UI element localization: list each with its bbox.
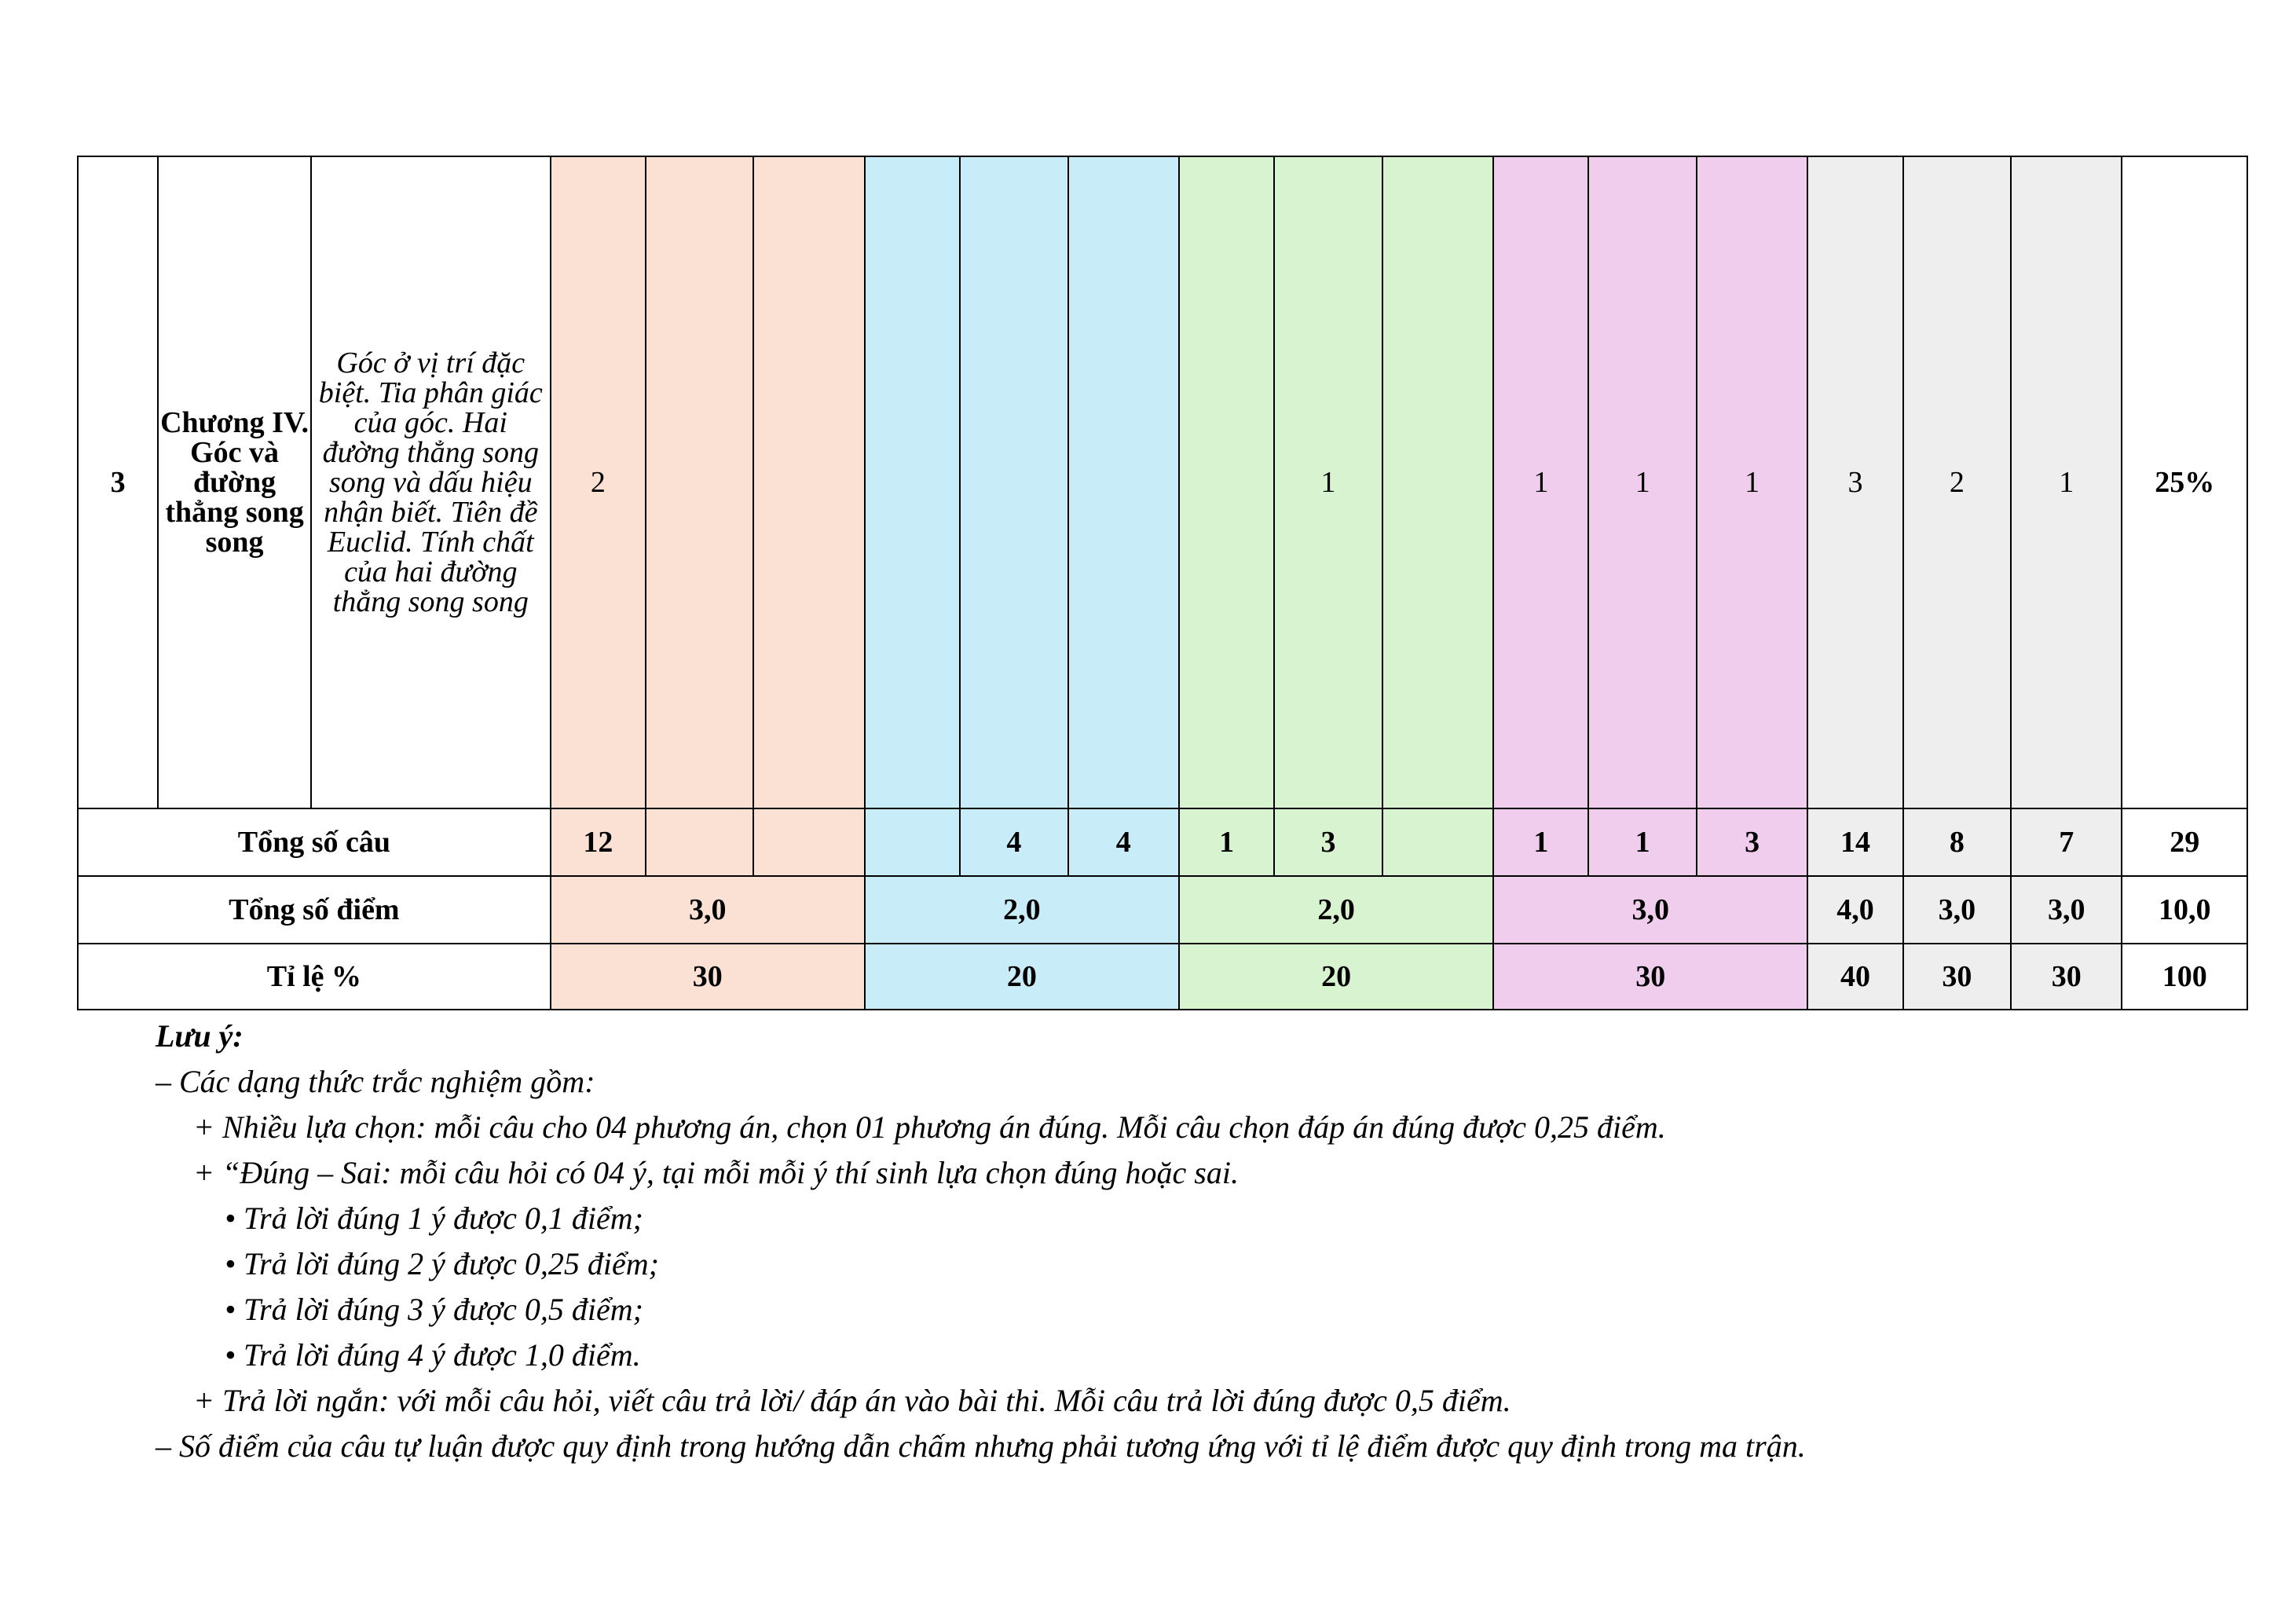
cell-value: 2 [551,156,646,808]
note-line: • Trả lời đúng 4 ý được 1,0 điểm. [225,1337,641,1373]
cell-value: 1 [1588,808,1696,876]
cell-value: 1 [1274,156,1382,808]
cell-value [1068,156,1179,808]
table-row-total-points [78,876,2247,944]
group-value: 3,0 [1493,876,1807,944]
cell-value: 3,0 [1903,876,2011,944]
note-line: – Số điểm của câu tự luận được quy định trong hướng dẫn chấm nhưng phải tương ứng với tỉ lệ điểm được quy định trong ma trận. [156,1428,1806,1464]
notes-section [156,1014,1806,1469]
cell-value [1382,156,1493,808]
note-line: • Trả lời đúng 2 ý được 0,25 điểm; [225,1246,659,1281]
cell-value: 40 [1807,944,1902,1010]
cell-value: 29 [2122,808,2247,876]
cell-value: 8 [1903,808,2011,876]
cell-value: 1 [1588,156,1696,808]
group-value: 3,0 [551,876,865,944]
cell-value: 1 [1493,808,1588,876]
cell-value: 14 [1807,808,1902,876]
cell-value: 2 [1903,156,2011,808]
cell-value: 1 [2011,156,2122,808]
table-row-ratio [78,944,2247,1010]
cell-value [646,156,753,808]
cell-value: 100 [2122,944,2247,1010]
cell-value: 3,0 [2011,876,2122,944]
table-row-chapter-4 [78,156,2247,808]
cell-value [960,156,1067,808]
cell-value: 4,0 [1807,876,1902,944]
note-line: + Trả lời ngắn: với mỗi câu hỏi, viết câu trả lời/ đáp án vào bài thi. Mỗi câu trả lời đúng được 0,5 điểm. [193,1383,1511,1418]
assessment-matrix-table [77,156,2248,1010]
cell-value: 1 [1697,156,1807,808]
chapter-name: Chương IV. Góc và đường thẳng song song [158,156,311,808]
row-label: Tỉ lệ % [78,944,551,1010]
group-value: 2,0 [1179,876,1493,944]
cell-value: 1 [1179,808,1274,876]
cell-value: 30 [1903,944,2011,1010]
note-line: + “Đúng – Sai: mỗi câu hỏi có 04 ý, tại mỗi mỗi ý thí sinh lựa chọn đúng hoặc sai. [193,1155,1239,1190]
group-value: 20 [1179,944,1493,1010]
note-line: • Trả lời đúng 3 ý được 0,5 điểm; [225,1292,643,1327]
chapter-content: Góc ở vị trí đặc biệt. Tia phân giác của góc. Hai đường thẳng song song và dấu hiệu nhận biết. Tiên đề Euclid. Tính chất của hai đường thẳng song song [311,156,551,808]
cell-value [646,808,753,876]
cell-value [753,808,864,876]
notes-title: Lưu ý: [156,1018,244,1054]
cell-value: 3 [1807,156,1902,808]
group-value: 30 [1493,944,1807,1010]
row-label: Tổng số điểm [78,876,551,944]
cell-value: 4 [960,808,1067,876]
cell-value [1382,808,1493,876]
note-line: – Các dạng thức trắc nghiệm gồm: [156,1064,595,1099]
cell-value [753,156,864,808]
cell-value: 4 [1068,808,1179,876]
row-number: 3 [78,156,158,808]
cell-value: 30 [2011,944,2122,1010]
table-row-total-questions [78,808,2247,876]
group-value: 30 [551,944,865,1010]
cell-value [1179,156,1274,808]
cell-value: 10,0 [2122,876,2247,944]
group-value: 20 [865,944,1179,1010]
cell-value: 7 [2011,808,2122,876]
cell-value: 3 [1274,808,1382,876]
cell-value: 1 [1493,156,1588,808]
cell-value: 3 [1697,808,1807,876]
cell-value [865,156,960,808]
cell-percent: 25% [2122,156,2247,808]
cell-value [865,808,960,876]
note-line: • Trả lời đúng 1 ý được 0,1 điểm; [225,1201,643,1236]
group-value: 2,0 [865,876,1179,944]
row-label: Tổng số câu [78,808,551,876]
note-line: + Nhiều lựa chọn: mỗi câu cho 04 phương án, chọn 01 phương án đúng. Mỗi câu chọn đáp án đúng được 0,25 điểm. [193,1109,1666,1145]
cell-value: 12 [551,808,646,876]
